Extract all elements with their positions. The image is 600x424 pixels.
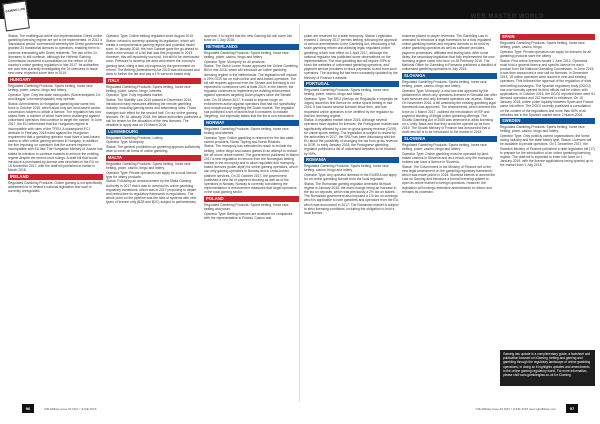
footer-left-text: iGB Affiliate issue 64 MAY / JUNE 2018 [44, 407, 97, 411]
country-heading: NETHERLANDS [204, 44, 299, 50]
column-1 [8, 34, 103, 194]
paragraph: Operator Type: Monopoly. [106, 140, 145, 145]
paragraph: Operator Type: Private operators can apply for a local licence type for lottery products. [106, 170, 197, 179]
info-box-text: Gaming law update is a complimentary guide, a factsheet and publication focused on iGaming, betting and gaming and gambling through the regulatory landscape of online gambling operations; in doing so it highlights updates and amendments in the online gaming regulatory world. For more information, please visit www.gamblinglaw.co.uk for iGaming. [503, 352, 591, 378]
gaming-law-logo [2, 0, 30, 31]
paragraph: Operator Type: The SRIJ (Serviço de Regulação e Inspeção de Jogos) issued its first licence for online sports betting in mid 2016. It has issued several licences since then, and has requested online operators to be certified by the regulator so that the licensing regime. [304, 97, 398, 118]
paragraph: Status: The general prohibition on gambling appears sufficiently wide to cover all forms of online gambling. [106, 144, 201, 154]
paragraph: Operator Type: Only the state monopolies (Szerencsejáték Zrt. and Magyar Lóversenyfogadás) may operate. [8, 92, 101, 102]
paragraph: Status: The Romanian gaming regulator amended its fiscal regime in January 2018, the main change being an increase in the tax on deposits, which was previously a 2% tax on stakes. The Romanian government also imposed a 1% tax on winnings, which is applicable to both gamblers and operators from the EU, which was announced in 2017. The Romanian market is subject to strict licensing conditions, including the obligation to hold a local licence. [304, 181, 399, 215]
paragraph: Regulated Gambling Products: Sports betting, horse race betting, poker, casino, bingo and lottery. [402, 79, 487, 89]
country-heading: PORTUGAL [304, 81, 399, 87]
paragraph: Status: The Dutch Lower House approved the Online Gambling Bill in mid 2016, which will introduce an online gambling licensing regime in the Netherlands. The legislation will impose a 29% GGR tax on both online and land-based operators. The bill still requires approval from the Senate and licensing is not expected to commence until at least 2019. In the interim, the regulator continues to implement pre-existing enforcement against operators targeting Dutch players since the Senate vote. On 15 March 2017, it would to impose tough on enforcement action against operators that had not 'specifically and conspicuously' targeting the Dutch market. The regulator has published a set of factors that it considers to indicate 'targeting', but expressly states that the list is non-exhaustive. [204, 64, 298, 119]
column-6 [500, 34, 595, 168]
paragraph: Status: Ireland is currently updating its legislation, which will create a comprehensive gaming regime and potential model soon. In January 2016, the Irish Cabinet gave the go-ahead to draft a new version of a bill that was first proposed in 2013. However, this will reportedly soon put, but still to be overhauled soon. Pressure to develop the area and reform the country's gaming laws, citing a lack of progress by the government on reform. The Betting (Amendment) Act 2015 was introduced and aims to further the tax and pay a 1% turnover-based duty. [106, 38, 200, 76]
paragraph: Regulated Gambling Products: Sports betting, horse race betting, poker, casino, bingo and lottery. [204, 50, 289, 59]
paragraph: Regulated Gambling Products: Sports betting, horse race betting and poker. [204, 202, 289, 211]
paragraph: Status: The multilingual online slot implementation Greek online gambling licensing regime are yet to be implemented. In 2012 a 'transitional period' commenced whereby the Greek government granted 24 transitional licences to operators, enabling them to continue transacting with Greek residents. The law of the 24 licensees to still continue, although the Hellenic Gaming Commission launched a consultation on the reform of the country's online gaming regulation in late 2017. Its authorities are now now currently investigating the 24 licensees to issue new ones; expected some time in 2019. [8, 34, 103, 76]
page-divider [299, 24, 300, 402]
paragraph: Status: The Government in the Ministry of Finance set to the new legal amendment on the gambling regulatory framework, which was made public in 2018. Slovenia intends to amend the Law on Gaming and introduce a formal licensing system to open its online market to foreign operators. However, the legislation will undergo extensive amendments to reform and remains its uncertain. [402, 164, 496, 194]
paragraph: Status: Following an announcement by the Malta Gaming Authority in 2017 that it was to overhaul its online gambling regulatory framework, which was in 2017 proposing to depart and restructure its regulatory framework in regulations. The whole point on the pipeline was the idea of systems with new types of licence only (B2B and B2C) subject to parliamentary [106, 179, 197, 205]
paragraph: Regulated Gambling Products: Lottery. [106, 135, 164, 140]
paragraph: Regulated Gambling Products: Sports betting, horse race betting, poker, casino, bingo and lottery. [8, 84, 93, 93]
paragraph: Operator Type: Private operators can apply for licences for all gambling products save the lottery. [500, 49, 591, 58]
column-5 [402, 34, 497, 194]
paragraph: Operator Type: Online gambling is reserved for the two state-owned providers, Norsk Tipping and Norsk Rikstoto. [204, 135, 295, 144]
country-heading: SLOVAKIA [402, 73, 497, 79]
paragraph: Regulated Gambling Products: Sports betting, horse race betting, poker, casino, bingo, lotteries. [106, 84, 191, 93]
column-2 [106, 34, 201, 205]
paragraph: Status: First online licences issued 1 June 2012. Operators must hold a general licence and specific licence for each product from the National Gambling Commission. In June 2015, it was then announced a new call for licences. In December 2015, 15 online operators were issued in new and existing operators. This followed the approval of the regulation of slots and betting exchanges. The Spanish regulatory body (DGOJ) has now formally opened its third official call for online; with applications. In October 2016, the DGOJ reported there were 51 licensed operators and 242 licences in existence. On 16 January 2018, online poker liquidity between Spain and France came into effect. The DGOJ recently published a consultation on the content of the regulations and more than 80% of all websites are in the Spanish market since 2 March 2018. [500, 58, 595, 117]
section-title: WEB MASTER WORLD [470, 14, 544, 20]
paragraph: Regulated Gambling Products: Sports betting, horse race betting, poker, casino, bingo. [500, 41, 585, 50]
country-heading: SPAIN [500, 34, 595, 40]
country-heading: MALTA [106, 155, 201, 161]
paragraph: Operator Type: Monopoly for all products. [204, 59, 266, 64]
paragraph: Status: The monopoly has extended its reach to include the betting, online bingo and casino games in an attempt to reduce the off-shore online market. The government published in March 2017 a new regulation to remove from the Norwegian betting market in the monopoly and to allow regulated and monopoly-based licences (poker-style) for online gaming operators, which can only gaming operators in Norway and in cross-border platform services. On 20 October 2017, the government published a new list of payment blocking as well as of the operators in Norway. Norway is currently considering the implementation of enforcement measures that target operators in the local gaming sector. [204, 144, 299, 195]
footer-right-text: iGB Affiliate issue 64 MAY / JUNE 2018 www.igbaffiliate.com [475, 407, 556, 411]
column-4 [304, 34, 399, 216]
paragraph: Operator Type: Online gambling must be operated by land-based casinos in Slovenia and as a result, only the monopoly holders can have a licence in Slovenia. [402, 151, 493, 165]
country-heading: SLOVENIA [402, 136, 497, 142]
page-number-left: 96 [22, 404, 34, 413]
paragraph: Regulated Gambling Products: Sports betting, horse race betting, poker, casino, bingo and lottery. [500, 125, 585, 134]
country-heading: HUNGARY [8, 77, 103, 83]
paragraph: Regulated Gambling Products: Sports betting, horse race betting and lotteries. [204, 126, 289, 135]
page-number-right: 97 [566, 404, 578, 413]
paragraph: Regulated Gambling Products: Sports betting, horse race betting, casino, bingo and lottery. [304, 164, 389, 173]
logo-text: GAMING LAW [5, 6, 26, 14]
paragraph: Operator Type: Any operator licensed in the EU/EEA can apply for an online gambling licence from the local regulator. [304, 173, 397, 182]
country-heading: POLAND [204, 196, 299, 202]
paragraph: Operator Type: Monopoly; a new law was approved by the parliament in which only operators licensed in Slovakia can offer such services and only licensed operators can access. Status: On November 2016, a bill amending the existing gambling legal framework was approved. The amendments, which entered into force on 1 March 2017, outlined the introduction of ISP and payment blocking of illegal online gambling offerings. The Slovak Gambling Act of 2005 was amended to allow licensing on a 'unity' basis and that they would be opened up as from 2019. The Slovak Ministry of Finance has announced that a draft new bill is to be introduced to the market in 2018. [402, 88, 497, 135]
paragraph: approval, it is hoped that the new Gaming Act will come into force on 1 July 2018. [204, 34, 293, 43]
paragraph: Operator Type: Online betting regulated since August 2015. [106, 34, 194, 38]
country-heading: ITALY [106, 78, 201, 84]
paragraph: Regulated Gambling Products: Sports betting, horse race betting, poker, casino, bingo and lottery. [304, 88, 389, 97]
country-heading: ROMANIA [304, 157, 399, 163]
paragraph: Regulated Gambling Products: Online gaming is not specifically addressed for in Ireland's national legislation and such is currently unregulated. [8, 180, 103, 194]
country-heading: NORWAY [204, 120, 299, 126]
paragraph: Status: Amendments to Hungarian gambling law came into force in October 2015, which allow only two land-based casino concession holders to obtain a licence. The regulation has now raised fines, a number of which have been challenged against unlicensed operators that continue to target the market. In June 2017, the EU determined that the Hungarian regime is incompatible with rules of the TFEU. A subsequent ECJ decision in February 2018 ruled against the Hungarian requirement that a gambling operator must have a land-based casino to offer online gaming services in Hungary. In addition, the fine imposing on operators that the current regime is incompatible with EU law. The Hungarian Ministry of Justice has stated its intention to continue towards to enforce the existing regime despite the recent court rulings. A draft bill that would introduce a purchased-by-licence was circulated in the EU on 18 November 2017, with the draft bill published in earlier in March 2018. [8, 101, 103, 173]
footer [0, 407, 600, 412]
country-heading: SWEDEN [500, 118, 595, 124]
paragraph: Operator Type: Fully regulated market. [106, 93, 164, 98]
country-heading: LUXEMBOURG [106, 129, 201, 135]
info-box [500, 350, 595, 386]
paragraph: Status: A regulated market since 2015. Although several operators have applied for licences, the Portuguese market was significantly affected by a tax on gross gaming revenue (GGR) for online sports betting. The legislation is subject to review by the authorities in 2017, the SRIJ has been discussing with the EU about the possibility of changing the tax from gross revenue to GGR. In early January 2018, the Portuguese gambling regulator published a list of unlicensed websites to be blocked by ISPs. [304, 118, 399, 156]
paragraph: Regulated Gambling Products: Sports betting, horse race betting, poker, casino, bingo and lottery. [106, 161, 191, 170]
paragraph: Operator Type: Only publicly owned organisations; the horse racing industry and the state lottery type. Status: Licences will be available to private operators. On 1 December 2017, the Swedish Ministry of Finance published a draft legislation bill (17) to prepare for the introduction of an online gambling licensing regime. The draft bill is expected to enter into force on 1 January 2019, with the licence applications being opened up to the market from 1 July 2018. [500, 134, 595, 168]
country-heading: IRELAND [8, 174, 103, 180]
paragraph: Regulated Gambling Products: Sports betting, horse race betting, poker, casino, bingo and lottery. [402, 142, 487, 152]
paragraph: Status: The Stability Law 2016 passed in December 2015, introduced many measures affecting the remote gambling industry, including gaming taxes and advertising rules. Those changes took effect for the second half. On our online gaming licences: On 18 January 2018, the Italian authorities published a call for tender for the allocation of the new licences. The deadline to apply was on 19 March 2018. [106, 98, 201, 127]
paragraph: poker are reserved for a state monopoly. Status: Legislation enacted 1 January 2017 permits betting, following the approval of various amendments to the Gambling Act, introducing a full-scale gambling reform and allowing legal, regulated online gambling, which took effect on 1 April 2017, although the national regulator has published some observations on the implementation. The new gambling law will require ISPs to block the websites of unlicensed gambling operators, and payment service providers to block payments to and from such operators. The blocking list has been constantly updated by the Ministry of Finance's website. [304, 34, 398, 80]
column-3 [204, 34, 299, 220]
paragraph: business placed to player revenues. The Gambling Law is amended to introduce a legal framework for a fully regulated online gambling market and requires licences to be held by online gambling operators as well as software providers, payment processors, affiliates and testing labs. After some delay, the secondary legislation that fully implemented the new licensing regime came into force on 28 February 2016. The National Office for Gambling in Romania published a blacklist of unlicensed gambling operators in July 2015. [402, 34, 497, 72]
paragraph: Operator Type: Betting licences are available for companies with the representative in Poland. Casino and [204, 211, 293, 220]
